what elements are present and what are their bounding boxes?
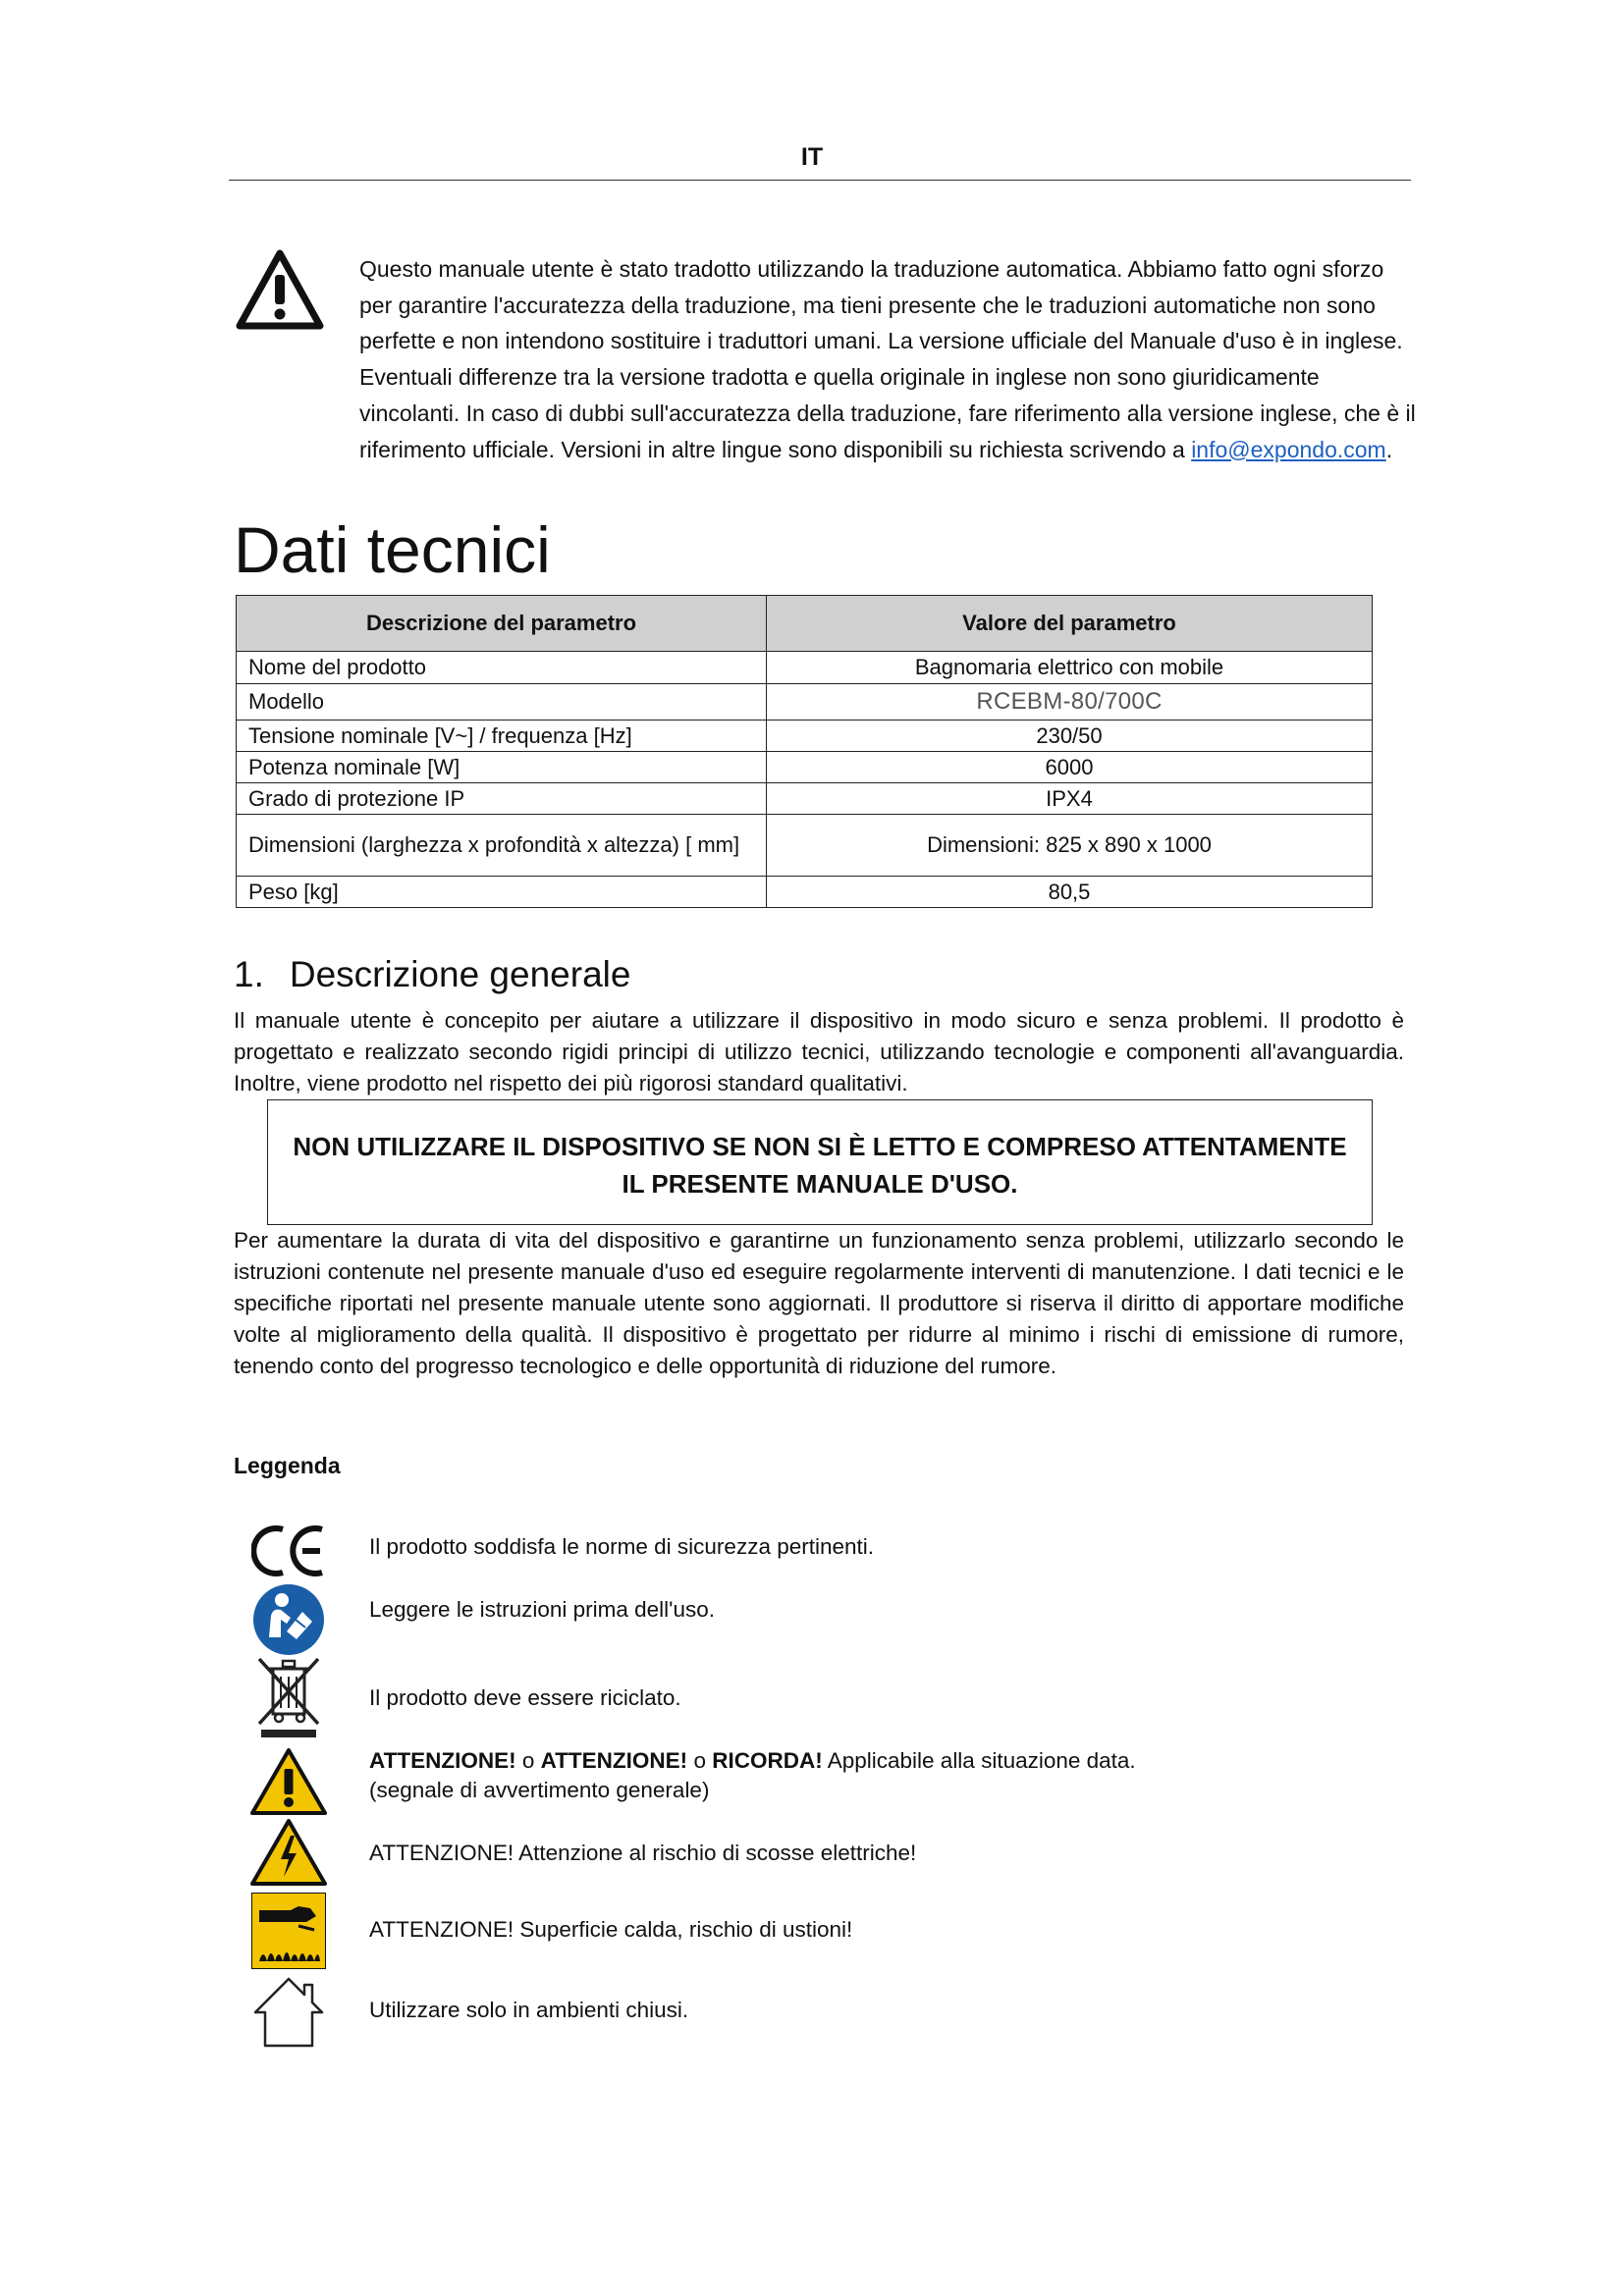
table-row — [237, 684, 1373, 721]
row-label: Potenza nominale [W] — [237, 752, 767, 783]
row-value: Bagnomaria elettrico con mobile — [767, 652, 1373, 684]
row-value: IPX4 — [767, 783, 1373, 815]
row-label: Grado di protezione IP — [237, 783, 767, 815]
legend-emphasis: ATTENZIONE! — [540, 1748, 688, 1773]
legend-emphasis: ATTENZIONE! — [369, 1748, 516, 1773]
table-row — [237, 815, 1373, 877]
weee-recycle-icon — [251, 1653, 326, 1739]
contact-email-link[interactable]: info@expondo.com — [1191, 436, 1386, 462]
row-value: Dimensioni: 825 x 890 x 1000 — [767, 815, 1373, 877]
column-header-parameter: Descrizione del parametro — [237, 596, 767, 652]
read-manual-icon — [251, 1582, 326, 1657]
table-row — [237, 652, 1373, 684]
legend-text: Il prodotto soddisfa le norme di sicurezza pertinenti. — [369, 1534, 875, 1559]
warning-line-1: NON UTILIZZARE IL DISPOSITIVO SE NON SI È LETTO E COMPRESO ATTENTAMENTE — [293, 1132, 1347, 1161]
row-label: Peso [kg] — [237, 877, 767, 908]
legend-title: Leggenda — [234, 1453, 341, 1478]
row-label: Tensione nominale [V~] / frequenza [Hz] — [237, 721, 767, 752]
technical-data-table — [236, 595, 1373, 908]
warning-triangle-icon — [236, 249, 324, 330]
read-manual-warning-box — [267, 1099, 1373, 1225]
ce-mark-icon — [251, 1523, 328, 1578]
table-row — [237, 877, 1373, 908]
section-heading — [234, 954, 630, 995]
legend-text-rest: Applicabile alla situazione data. — [822, 1748, 1136, 1773]
maintenance-paragraph: Per aumentare la durata di vita del dispositivo e garantirne un funzionamento senza problemi, utilizzarlo secondo le istruzioni contenute nel presente manuale d'uso ed eseguire regolarmente interventi di manutenzione. I dati tecnici e le specifiche riportati nel presente manuale utente sono aggiornati. Il produttore si riserva il diritto di apportare modifiche volte al miglioramento della qualità. Il dispositivo è progettato per ridurre al minimo i rischi di emissione di rumore, tenendo conto del progresso tecnologico e delle opportunità di riduzione del rumore. — [234, 1228, 1404, 1378]
table-header-row — [237, 596, 1373, 652]
hot-surface-icon — [251, 1893, 326, 1969]
model-number: RCEBM-80/700C — [976, 688, 1163, 715]
page-language-header: IT — [800, 143, 824, 171]
notice-end: . — [1385, 436, 1393, 462]
legend-text: Leggere le istruzioni prima dell'uso. — [369, 1597, 715, 1622]
table-row — [237, 721, 1373, 752]
section-title: Descrizione generale — [289, 954, 631, 994]
row-value — [767, 684, 1373, 721]
legend-text — [369, 1745, 1136, 1777]
legend-text: ATTENZIONE! Attenzione al rischio di scosse elettriche! — [369, 1841, 917, 1865]
legend-text: Utilizzare solo in ambienti chiusi. — [369, 1998, 689, 2022]
row-value: 6000 — [767, 752, 1373, 783]
row-value: 80,5 — [767, 877, 1373, 908]
row-label: Modello — [237, 684, 767, 721]
legend-connector: o — [515, 1748, 541, 1773]
translation-notice — [359, 251, 1420, 467]
row-value: 230/50 — [767, 721, 1373, 752]
indoor-use-icon — [249, 1975, 328, 2050]
page-title: Dati tecnici — [234, 513, 551, 586]
notice-body: Questo manuale utente è stato tradotto utilizzando la traduzione automatica. Abbiamo fatto ogni sforzo per garantire l'accuratezza della traduzione, ma tieni presente che le traduzioni automatiche non sono perfette e non intendono sostituire i traduttori umani. La versione ufficiale del Manuale d'uso è in inglese. Eventuali differenze tra la versione tradotta e quella originale in inglese non sono giuridicamente vincolanti. In caso di dubbi sull'accuratezza della traduzione, fare riferimento alla versione inglese, che è il riferimento ufficiale. Versioni in altre lingue sono disponibili su richiesta scrivendo a — [359, 256, 1416, 462]
table-row — [237, 752, 1373, 783]
legend-text: ATTENZIONE! Superficie calda, rischio di ustioni! — [369, 1917, 853, 1942]
legend-emphasis: RICORDA! — [712, 1748, 823, 1773]
legend-text: Il prodotto deve essere riciclato. — [369, 1685, 681, 1710]
intro-paragraph: Il manuale utente è concepito per aiutare a utilizzare il dispositivo in modo sicuro e senza problemi. Il prodotto è progettato e realizzato secondo rigidi principi di utilizzo tecnici, utilizzando tecnologie e componenti all'avanguardia. Inoltre, viene prodotto nel rispetto dei più rigorosi standard qualitativi. — [234, 1008, 1404, 1095]
legend-connector: o — [687, 1748, 713, 1773]
section-number: 1. — [234, 954, 264, 994]
warning-line-2: IL PRESENTE MANUALE D'USO. — [622, 1169, 1018, 1199]
legend-text-line2: (segnale di avvertimento generale) — [369, 1778, 710, 1802]
table-row — [237, 783, 1373, 815]
general-warning-icon — [249, 1747, 328, 1816]
electric-shock-icon — [249, 1818, 328, 1887]
column-header-value: Valore del parametro — [767, 596, 1373, 652]
row-label: Nome del prodotto — [237, 652, 767, 684]
row-label: Dimensioni (larghezza x profondità x altezza) [ mm] — [237, 815, 767, 877]
header-divider — [229, 180, 1411, 181]
